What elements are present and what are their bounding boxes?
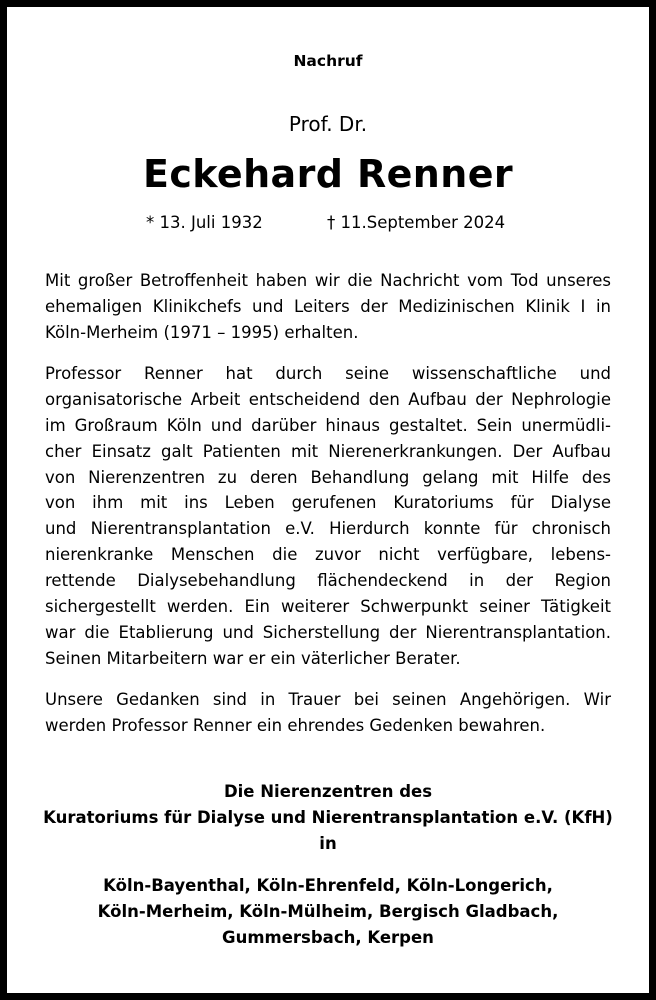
notice-heading: Nachruf: [293, 52, 363, 70]
text-line: sichergestellt werden. Ein weiterer Schwerpunkt seiner Tätigkeit: [45, 597, 611, 617]
text-line: Seinen Mitarbeitern war er ein väterlicher Berater.: [45, 648, 461, 668]
text-line: war die Etablierung und Sicherstellung der Nierentransplantation.: [45, 622, 611, 642]
signature-line: in: [319, 834, 337, 853]
paragraph-3: [45, 687, 611, 739]
signature-organization: [0, 779, 656, 857]
text-line: im Großraum Köln und darüber hinaus gestaltet. Sein unermüdli-: [45, 415, 611, 435]
text-line: Mit großer Betroffenheit haben wir die Nachricht vom Tod unseres: [45, 271, 611, 290]
death-date: † 11.September 2024: [327, 213, 506, 232]
text-line: und Nierentransplantation e.V. Hierdurch konnte für chronisch: [45, 519, 611, 539]
signature-line: Kuratoriums für Dialyse und Nierentransplantation e.V. (KfH): [43, 808, 613, 827]
paragraph-2: [45, 361, 611, 672]
text-line: organisatorische Arbeit entscheidend den Aufbau der Nephrologie: [45, 389, 611, 409]
text-line: rettende Dialysebehandlung flächendeckend in der Region: [45, 571, 611, 591]
text-line: nierenkranke Menschen die zuvor nicht verfügbare, lebens-: [45, 545, 611, 565]
text-line: von Nierenzentren zu deren Behandlung gelang mit Hilfe des: [45, 467, 611, 487]
text-line: von ihm mit ins Leben gerufenen Kuratoriums für Dialyse: [45, 493, 611, 513]
location-line: Köln-Merheim, Köln-Mülheim, Bergisch Gladbach,: [97, 902, 559, 921]
text-line: Köln-Merheim (1971 – 1995) erhalten.: [45, 322, 359, 342]
location-line: Gummersbach, Kerpen: [222, 928, 434, 947]
signature-line: Die Nierenzentren des: [223, 782, 433, 801]
paragraph-1: [45, 268, 611, 346]
text-line: Unsere Gedanken sind in Trauer bei seinen Angehörigen. Wir: [45, 690, 611, 709]
academic-title: Prof. Dr.: [288, 112, 368, 136]
location-line: Köln-Bayenthal, Köln-Ehrenfeld, Köln-Longerich,: [103, 876, 553, 895]
text-line: ehemaligen Klinikchefs und Leiters der Medizinischen Klinik I in: [45, 296, 611, 316]
signature-locations: [0, 873, 656, 951]
text-line: Professor Renner hat durch seine wissenschaftliche und: [45, 364, 611, 383]
birth-date: * 13. Juli 1932: [146, 213, 263, 232]
deceased-name: Eckehard Renner: [142, 152, 514, 196]
text-line: werden Professor Renner ein ehrendes Gedenken bewahren.: [45, 715, 546, 735]
text-line: cher Einsatz galt Patienten mit Nierenerkrankungen. Der Aufbau: [45, 441, 611, 461]
